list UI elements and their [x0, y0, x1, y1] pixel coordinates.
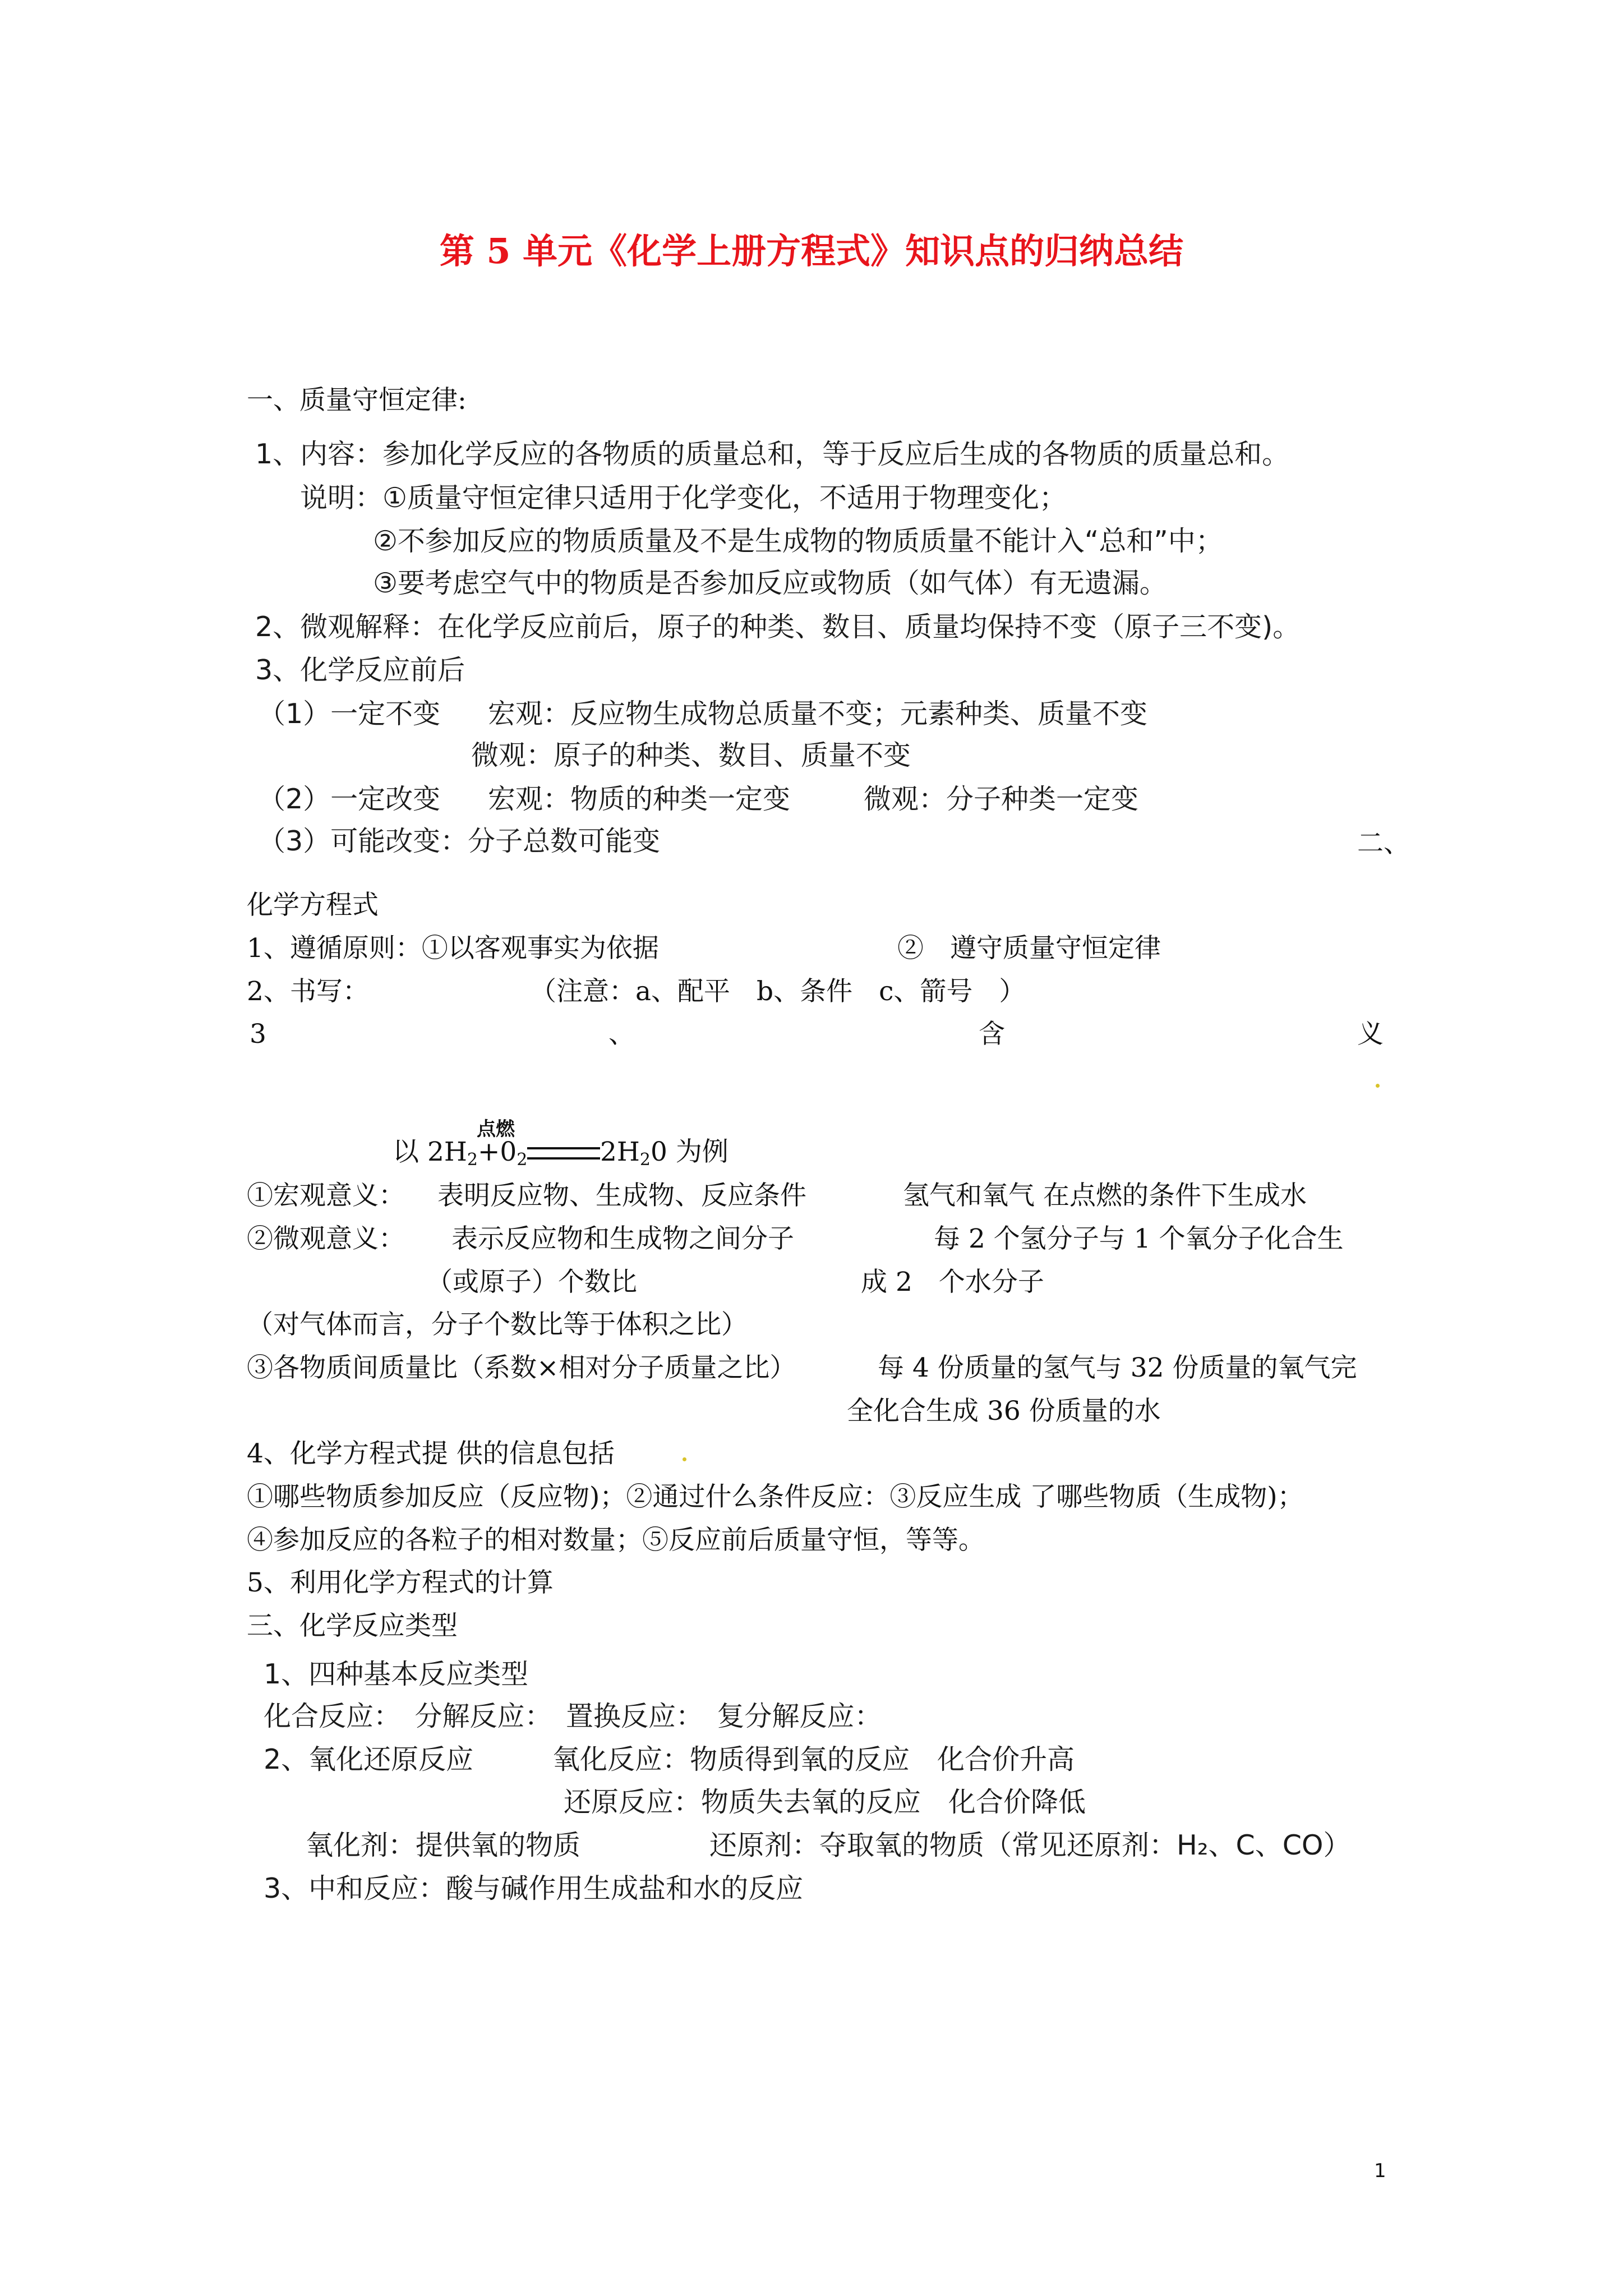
s2-meaning-char-1: 含: [979, 1019, 1005, 1050]
scan-dot: [1376, 1084, 1380, 1088]
s2-micro-meaning: 表示反应物和生成物之间分子: [451, 1223, 794, 1254]
equation-product: $2H_20$ 为例: [600, 1137, 728, 1170]
s1-micro-explanation: 2、微观解释：在化学反应前后，原子的种类、数目、质量均保持不变（原子三不变)。: [255, 611, 1301, 643]
s2-micro-example-cont: 成 2 个水分子: [861, 1267, 1044, 1297]
s1-item-3: （3）可能改变：分子总数可能变: [258, 825, 661, 857]
s3-reduction: 还原反应：物质失去氧的反应 化合价降低: [564, 1786, 1086, 1818]
s2-macro-meaning: 表明反应物、生成物、反应条件: [437, 1180, 806, 1211]
scan-dot: [683, 1457, 686, 1461]
s3-oxidation: 氧化反应：物质得到氧的反应 化合价升高: [552, 1743, 1075, 1775]
s2-principle: 1、遵循原则：①以客观事实为依据: [247, 933, 659, 964]
equation-arrow: [527, 1147, 600, 1159]
s3-basic-types-list: 化合反应： 分解反应： 置换反应： 复分解反应：: [264, 1700, 882, 1732]
s1-item-1-macro: 宏观：反应物生成物总质量不变；元素种类、质量不变: [488, 698, 1148, 730]
s1-note-3: ③要考虑空气中的物质是否参加反应或物质（如气体）有无遗漏。: [373, 567, 1167, 599]
s1-item-2-macro: 宏观：物质的种类一定变: [488, 783, 791, 815]
s2-writing: 2、书写：: [247, 976, 369, 1007]
s2-info-2: ④参加反应的各粒子的相对数量；⑤反应前后质量守恒，等等。: [247, 1525, 985, 1556]
s3-basic-types: 1、四种基本反应类型: [264, 1658, 529, 1690]
example-equation: [393, 1114, 819, 1175]
section-2-heading-number: 二、: [1357, 828, 1410, 859]
s3-reductant: 还原剂：夺取氧的物质（常见还原剂：H₂、C、CO）: [709, 1829, 1351, 1861]
s2-mass-example-cont: 全化合生成 36 份质量的水: [847, 1396, 1161, 1427]
document-title: 第 5 单元《化学上册方程式》知识点的归纳总结: [439, 231, 1184, 272]
s2-info: 4、化学方程式提 供的信息包括: [247, 1438, 615, 1469]
s1-note-1: 说明：①质量守恒定律只适用于化学变化，不适用于物理变化；: [300, 482, 1067, 514]
s2-calculation: 5、利用化学方程式的计算: [247, 1567, 554, 1598]
section-3-heading: 三、化学反应类型: [247, 1611, 458, 1641]
s1-item-2-micro: 微观：分子种类一定变: [864, 783, 1139, 815]
s3-redox: 2、氧化还原反应: [264, 1743, 474, 1775]
s2-macro-label: ①宏观意义：: [247, 1180, 405, 1211]
equation-condition: 点燃: [477, 1118, 515, 1140]
s3-oxidant: 氧化剂：提供氧的物质: [306, 1829, 581, 1861]
section-1-heading: 一、质量守恒定律:: [247, 385, 467, 416]
s2-gas-note: （对气体而言，分子个数比等于体积之比）: [247, 1309, 748, 1340]
s2-info-1: ①哪些物质参加反应（反应物)；②通过什么条件反应：③反应生成 了哪些物质（生成物)；: [247, 1481, 1304, 1512]
s3-neutralization: 3、中和反应：酸与碱作用生成盐和水的反应: [264, 1872, 804, 1904]
s1-item-1-micro: 微观：原子的种类、数目、质量不变: [471, 739, 911, 771]
page-number: 1: [1374, 2160, 1386, 2182]
s2-mass-ratio: ③各物质间质量比（系数×相对分子质量之比）: [247, 1352, 796, 1383]
s2-macro-example: 氢气和氧气 在点燃的条件下生成水: [903, 1180, 1307, 1211]
s2-micro-meaning-cont: （或原子）个数比: [426, 1267, 637, 1297]
s2-mass-example: 每 4 份质量的氢气与 32 份质量的氧气完: [878, 1352, 1357, 1383]
s2-meaning-char-2: 义: [1357, 1019, 1384, 1050]
s1-before-after: 3、化学反应前后: [255, 654, 465, 686]
s2-micro-example: 每 2 个氢分子与 1 个氧分子化合生: [934, 1223, 1344, 1254]
s1-item-2: （2）一定改变: [258, 783, 441, 815]
s2-principle-2: ② 遵守质量守恒定律: [897, 933, 1161, 964]
s2-meaning-num: 3: [250, 1019, 266, 1050]
s1-item-1: （1）一定不变: [258, 698, 441, 730]
s1-content: 1、内容：参加化学反应的各物质的质量总和，等于反应后生成的各物质的质量总和。: [255, 438, 1290, 470]
s2-meaning-sep: 、: [608, 1019, 635, 1050]
section-2-heading: 化学方程式: [247, 890, 379, 921]
s2-writing-notes: （注意：a、配平 b、条件 c、箭号 ）: [530, 976, 1026, 1007]
s1-note-2: ②不参加反应的物质质量及不是生成物的物质质量不能计入“总和”中；: [373, 525, 1223, 557]
s2-micro-label: ②微观意义：: [247, 1223, 405, 1254]
equation-reactants: 以 $2H_2+0_2$: [393, 1137, 528, 1170]
